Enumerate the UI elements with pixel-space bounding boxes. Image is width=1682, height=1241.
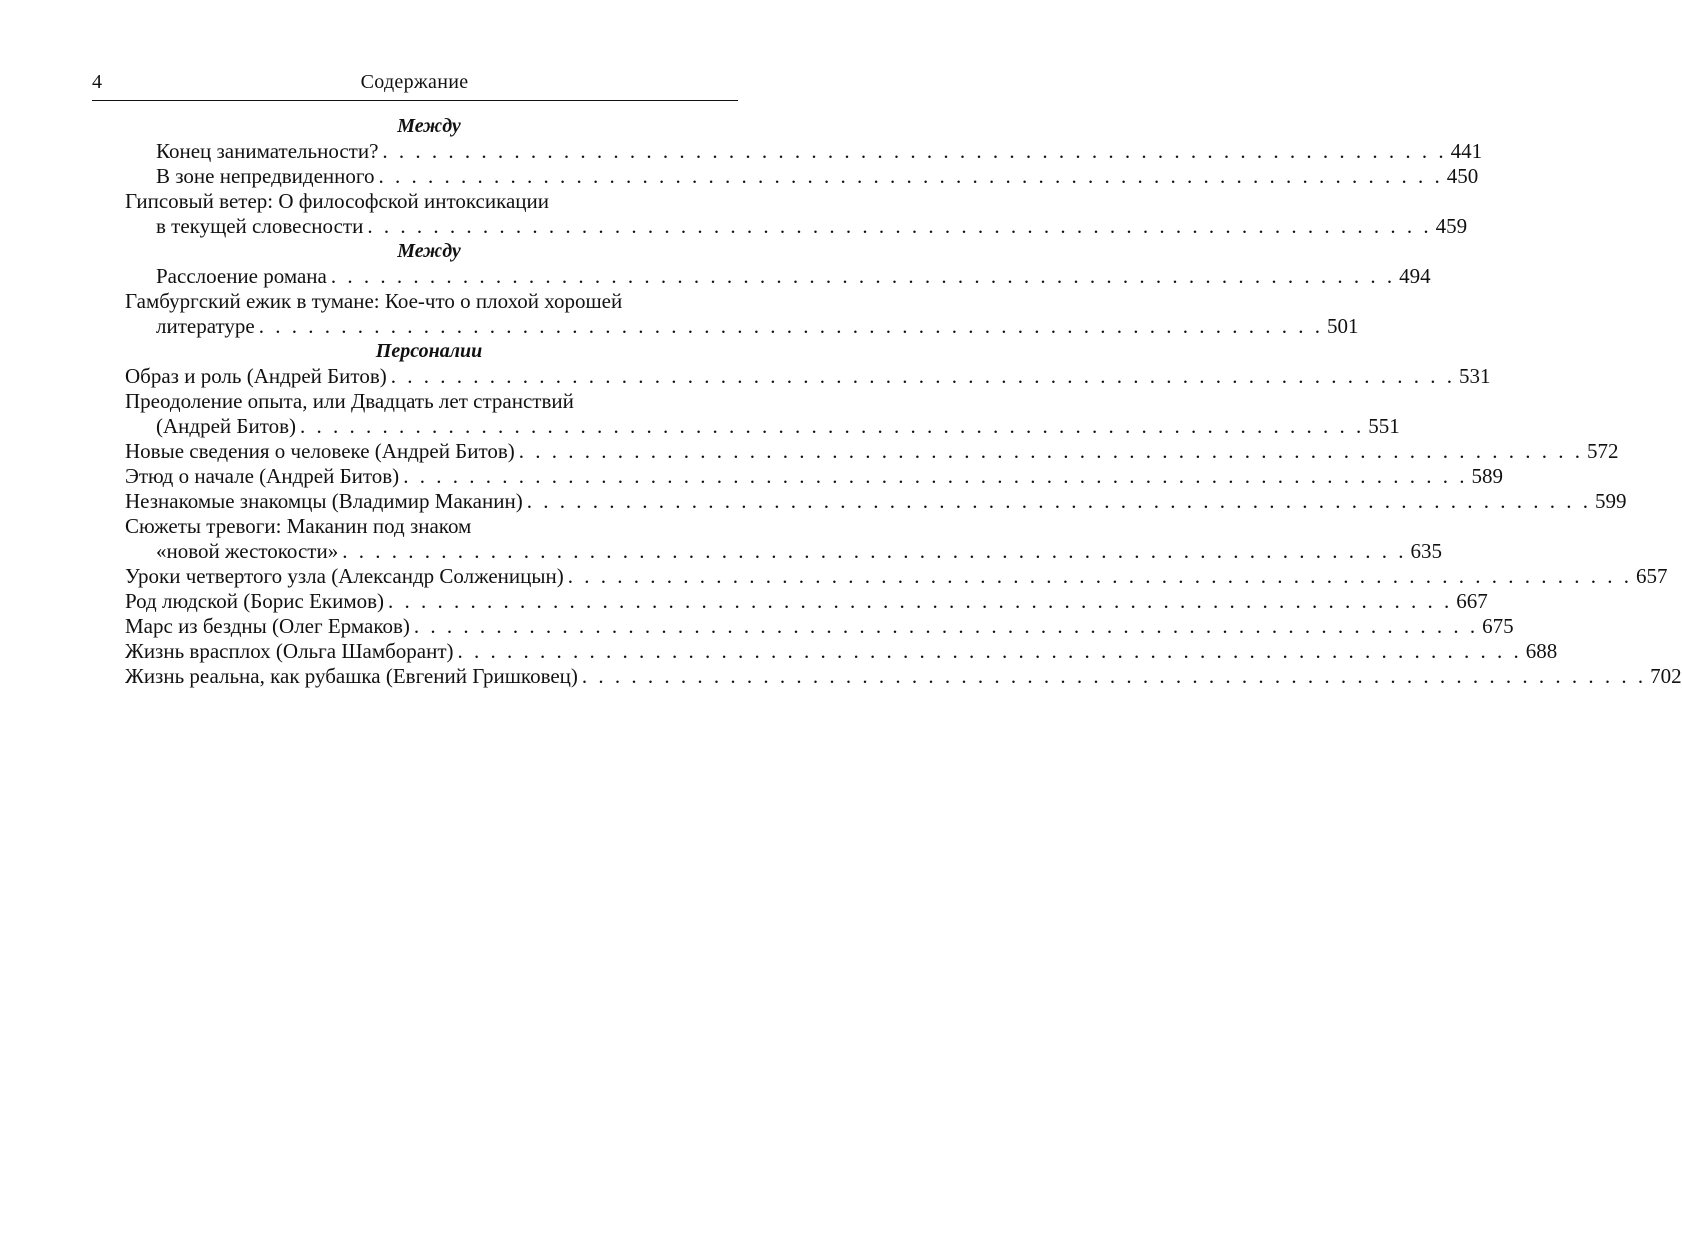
entry-title: В зоне непредвиденного [156,164,375,188]
toc-entry [125,414,1400,439]
dot-leader: . . . . . . . . . . . . . . . . . . . . . . . . . . . . . . . . . . . . . . . . . . . . . . . . . . . . . . . . . . . . . . . . . [388,589,1453,613]
entry-title: Новые сведения о человеке (Андрей Битов) [125,439,515,463]
entry-title: Расслоение романа [156,264,327,288]
header-rule [92,100,738,101]
toc-entry [125,314,1359,339]
entry-title-line: Сюжеты тревоги: Маканин под знаком [125,514,472,538]
entry-title: в текущей словесности [156,214,364,238]
toc-entry [125,589,1488,614]
entry-title: Род людской (Борис Екимов) [125,589,385,613]
toc-entry [125,564,1668,589]
entry-page: 675 [1482,614,1514,638]
entry-page: 702 [1650,664,1682,688]
running-title: Содержание [360,71,469,93]
toc-entry [125,664,1682,689]
entry-title: Жизнь врасплох (Ольга Шамборант) [125,639,454,663]
dot-leader: . . . . . . . . . . . . . . . . . . . . . . . . . . . . . . . . . . . . . . . . . . . . . . . . . . . . . . . . . . . . . . . . . [518,439,1584,463]
entry-page: 635 [1410,539,1442,563]
dot-leader: . . . . . . . . . . . . . . . . . . . . . . . . . . . . . . . . . . . . . . . . . . . . . . . . . . . . . . . . . . . . . . . . . [342,539,1407,563]
entry-page: 688 [1525,639,1558,663]
entry-title: литературе [156,314,255,338]
entry-page: 494 [1399,264,1431,288]
entry-title: «новой жестокости» [156,539,339,563]
entry-page: 572 [1587,439,1619,463]
entry-page: 589 [1471,464,1503,488]
toc-entry [125,639,1558,664]
entry-title: Этюд о начале (Андрей Битов) [125,464,400,488]
page-number: 4 [92,71,102,93]
entry-title: Уроки четвертого узла (Александр Солженицын) [125,564,564,588]
entry-title: (Андрей Битов) [156,414,296,438]
dot-leader: . . . . . . . . . . . . . . . . . . . . . . . . . . . . . . . . . . . . . . . . . . . . . . . . . . . . . . . . . . . . . . . . . [403,464,1468,488]
toc-entry [125,439,1619,464]
dot-leader: . . . . . . . . . . . . . . . . . . . . . . . . . . . . . . . . . . . . . . . . . . . . . . . . . . . . . . . . . . . . . . . . . [567,564,1632,588]
table-of-contents [125,114,1682,689]
toc-entry [125,364,1491,389]
dot-leader: . . . . . . . . . . . . . . . . . . . . . . . . . . . . . . . . . . . . . . . . . . . . . . . . . . . . . . . . . . . . . . . . . [526,489,1591,513]
entry-title-line: Гипсовый ветер: О философской интоксикации [125,189,550,213]
entry-page: 450 [1446,164,1479,188]
dot-leader: . . . . . . . . . . . . . . . . . . . . . . . . . . . . . . . . . . . . . . . . . . . . . . . . . . . . . . . . . . . . . . . . . [330,264,1396,288]
entry-page: 551 [1368,414,1400,438]
entry-page: 501 [1326,314,1359,338]
toc-entry [125,139,1483,164]
dot-leader: . . . . . . . . . . . . . . . . . . . . . . . . . . . . . . . . . . . . . . . . . . . . . . . . . . . . . . . . . . . . . . . . . [581,664,1647,688]
entry-title: Марс из бездны (Олег Ермаков) [125,614,410,638]
entry-page: 459 [1435,214,1468,238]
dot-leader: . . . . . . . . . . . . . . . . . . . . . . . . . . . . . . . . . . . . . . . . . . . . . . . . . . . . . . . . . . . . . . . . . [258,314,1323,338]
dot-leader: . . . . . . . . . . . . . . . . . . . . . . . . . . . . . . . . . . . . . . . . . . . . . . . . . . . . . . . . . . . . . . . . . [457,639,1522,663]
toc-entry [125,489,1627,514]
section-heading: Между [397,240,461,262]
toc-entry [125,164,1479,189]
entry-page: 667 [1456,589,1488,613]
entry-title: Жизнь реальна, как рубашка (Евгений Гришковец) [125,664,578,688]
dot-leader: . . . . . . . . . . . . . . . . . . . . . . . . . . . . . . . . . . . . . . . . . . . . . . . . . . . . . . . . . . . . . . . . . [390,364,1455,388]
entry-title: Образ и роль (Андрей Битов) [125,364,387,388]
section-heading: Персоналии [375,340,483,362]
toc-entry [125,264,1431,289]
toc-entry [125,214,1468,239]
entry-page: 599 [1594,489,1627,513]
entry-title: Конец занимательности? [156,139,379,163]
entry-title-line: Преодоление опыта, или Двадцать лет странствий [125,389,574,413]
section-heading: Между [397,115,461,137]
dot-leader: . . . . . . . . . . . . . . . . . . . . . . . . . . . . . . . . . . . . . . . . . . . . . . . . . . . . . . . . . . . . . . . . . [382,139,1447,163]
entry-page: 657 [1635,564,1668,588]
dot-leader: . . . . . . . . . . . . . . . . . . . . . . . . . . . . . . . . . . . . . . . . . . . . . . . . . . . . . . . . . . . . . . . . . [378,164,1443,188]
toc-entry [125,464,1503,489]
entry-page: 441 [1450,139,1483,163]
toc-entry [125,614,1514,639]
entry-title: Незнакомые знакомцы (Владимир Маканин) [125,489,523,513]
dot-leader: . . . . . . . . . . . . . . . . . . . . . . . . . . . . . . . . . . . . . . . . . . . . . . . . . . . . . . . . . . . . . . . . . [367,214,1432,238]
dot-leader: . . . . . . . . . . . . . . . . . . . . . . . . . . . . . . . . . . . . . . . . . . . . . . . . . . . . . . . . . . . . . . . . . [300,414,1365,438]
running-head [92,68,737,98]
dot-leader: . . . . . . . . . . . . . . . . . . . . . . . . . . . . . . . . . . . . . . . . . . . . . . . . . . . . . . . . . . . . . . . . . [413,614,1479,638]
entry-page: 531 [1458,364,1491,388]
entry-title-line: Гамбургский ежик в тумане: Кое-что о плохой хорошей [125,289,623,313]
toc-entry [125,539,1442,564]
